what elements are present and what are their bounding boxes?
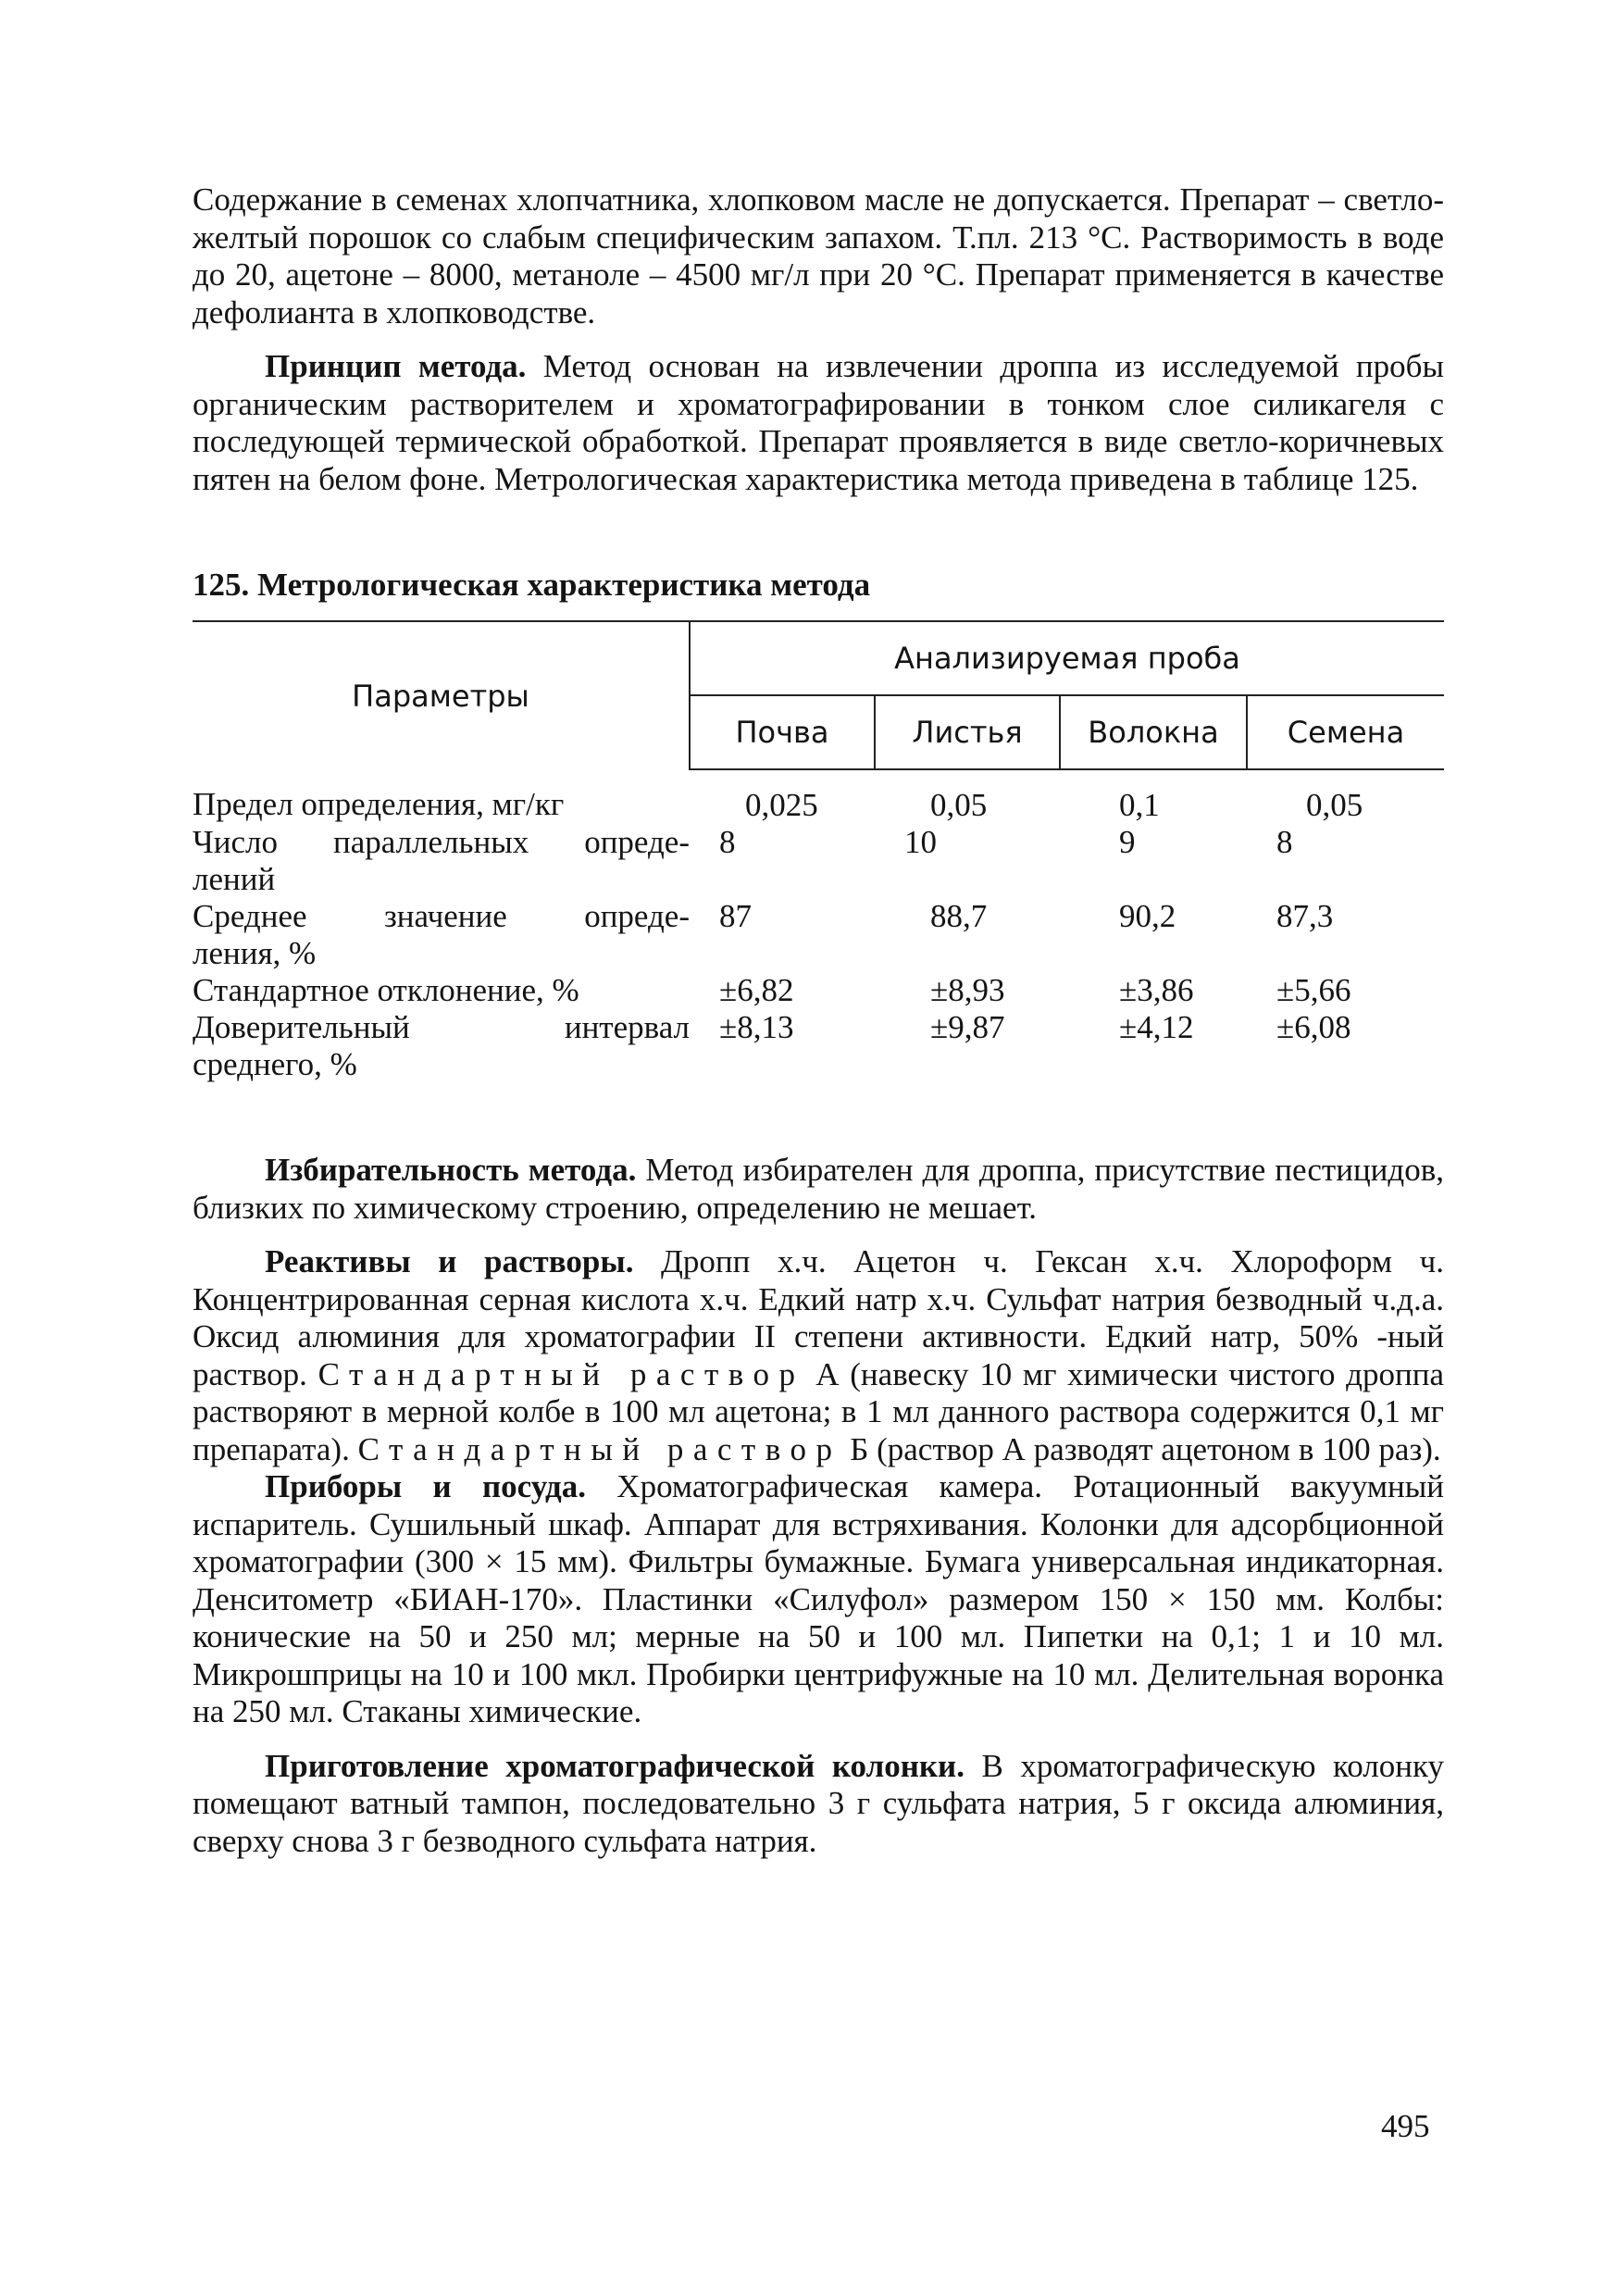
table-cell: 90,2 <box>1119 898 1176 934</box>
row-label-line: Предел определения, мг/кг <box>193 786 565 822</box>
paragraph-selectivity <box>193 1152 1444 1227</box>
table-cell: ±8,13 <box>719 1009 794 1045</box>
paragraph-column-prep <box>193 1748 1444 1861</box>
table-header-group: Анализируемая проба <box>690 621 1444 695</box>
row-label <box>193 769 690 824</box>
table-cell: ±6,82 <box>719 972 794 1008</box>
paragraph-text: В хроматографическую колонку помещают ватный тампон, последовательно 3 г сульфата натрия, 5 г оксида алюминия, сверху снова 3 г безводного сульфата натрия. <box>193 1747 1444 1859</box>
page-content <box>193 181 1444 1860</box>
row-label-line: Среднее значение опреде- <box>193 898 690 934</box>
table-cell: 87 <box>719 898 752 934</box>
paragraph-heading: Принцип метода. <box>265 348 527 384</box>
column-header-fiber: Волокна <box>1060 695 1247 769</box>
paragraph-text: Б (раствор А разводят ацетоном в 100 раз). <box>841 1430 1441 1467</box>
row-label <box>193 898 690 972</box>
paragraph-text: Метод избирателен для дроппа, присутствие пестицидов, близких по химическому строению, определению не мешает. <box>193 1152 1444 1226</box>
table-cell: 87,3 <box>1276 898 1334 934</box>
table-row <box>193 824 1444 898</box>
paragraph-text: Содержание в семенах хлопчатника, хлопковом масле не допускается. Препарат – светло-желтый порошок со слабым специфическим запахом. Т.пл. 213 °С. Растворимость в воде до 20, ацетоне – 8000, метаноле – 4500 мг/л при 20 °С. Препарат применяется в качестве дефолианта в хлопководстве. <box>193 181 1444 331</box>
row-label-line: Доверительный интервал <box>193 1009 690 1045</box>
row-label <box>193 972 690 1009</box>
spaced-term: Стандартный раствор <box>317 1355 805 1392</box>
paragraph-heading: Приготовление хроматографической колонки. <box>265 1747 965 1784</box>
paragraph-text: Дропп х.ч. Ацетон ч. Гексан х.ч. Хлороформ ч. Концентрированная серная кислота х.ч. Едкий натр х.ч. Сульфат натрия безводный ч.д.а. Оксид алюминия для хроматографии II степени активности. Едкий натр, 50% -ный раствор. <box>193 1243 1444 1392</box>
table-cell: ±8,93 <box>930 972 1005 1008</box>
page-number: 495 <box>1381 2108 1430 2144</box>
table-cell: 0,1 <box>1119 787 1160 823</box>
table-cell: 8 <box>719 824 736 860</box>
table-cell: ±3,86 <box>1119 972 1194 1008</box>
column-header-leaves: Листья <box>875 695 1060 769</box>
table-caption: 125. Метрологическая характеристика метода <box>193 567 871 603</box>
table-cell: 8 <box>1276 824 1293 860</box>
row-label <box>193 1009 690 1083</box>
table-cell: 88,7 <box>930 898 988 934</box>
paragraph-text: Хроматографическая камера. Ротационный вакуумный испаритель. Сушильный шкаф. Аппарат для встряхивания. Колонки для адсорбционной хроматографии (300 × 15 мм). Фильтры бумажные. Бумага универсальная индикаторная. Денситометр «БИАН-170». Пластинки «Силуфол» размером 150 × 150 мм. Колбы: конические на 50 и 250 мл; мерные на 50 и 100 мл. Пипетки на 0,1; 1 и 10 мл. Микрошприцы на 10 и 100 мкл. Пробирки центрифужные на 10 мл. Делительная воронка на 250 мл. Стаканы химические. <box>193 1468 1444 1729</box>
table-row <box>193 769 1444 824</box>
paragraph-heading: Реактивы и растворы. <box>265 1243 634 1279</box>
table-header-params: Параметры <box>193 621 690 769</box>
paragraph-heading: Избирательность метода. <box>265 1152 637 1188</box>
table-row <box>193 898 1444 972</box>
row-label-line: лений <box>193 861 276 897</box>
table-cell: 0,025 <box>745 787 818 823</box>
table-row <box>193 972 1444 1009</box>
row-label-line: среднего, % <box>193 1046 357 1082</box>
row-label-line: Стандартное отклонение, % <box>193 972 579 1008</box>
row-label-line: ления, % <box>193 935 317 971</box>
row-label-line: Число параллельных опреде- <box>193 824 690 860</box>
paragraph-equipment <box>193 1468 1444 1731</box>
table-cell: ±4,12 <box>1119 1009 1194 1045</box>
paragraph-text: Метод основан на извлечении дроппа из исследуемой пробы органическим растворителем и хроматографировании в тонком слое силикагеля с последующей термической обработкой. Препарат проявляется в виде светло-коричневых пятен на белом фоне. Метрологическая характеристика метода приведена в таблице 125. <box>193 348 1444 497</box>
paragraph-heading: Приборы и посуда. <box>265 1468 586 1504</box>
row-label <box>193 824 690 898</box>
table-cell: 0,05 <box>930 787 988 823</box>
column-header-seeds: Семена <box>1247 695 1444 769</box>
table-cell: ±5,66 <box>1276 972 1351 1008</box>
metrology-table <box>193 620 1444 1083</box>
paragraph-text: А (навеску 10 мг химически чистого дроппа растворяют в мерной колбе в 100 мл ацетона; в 1 мл данного раствора содержится 0,1 мг препарата). <box>193 1355 1444 1467</box>
paragraph-intro <box>193 181 1444 331</box>
table-cell: ±9,87 <box>930 1009 1005 1045</box>
column-header-soil: Почва <box>690 695 875 769</box>
table-row <box>193 1009 1444 1083</box>
table-cell: ±6,08 <box>1276 1009 1351 1045</box>
paragraph-reagents <box>193 1243 1444 1468</box>
table-cell: 10 <box>904 824 937 860</box>
table-cell: 9 <box>1119 824 1136 860</box>
paragraph-principle <box>193 348 1444 498</box>
spaced-term: Стандартный раствор <box>357 1430 842 1467</box>
table-cell: 0,05 <box>1306 787 1363 823</box>
